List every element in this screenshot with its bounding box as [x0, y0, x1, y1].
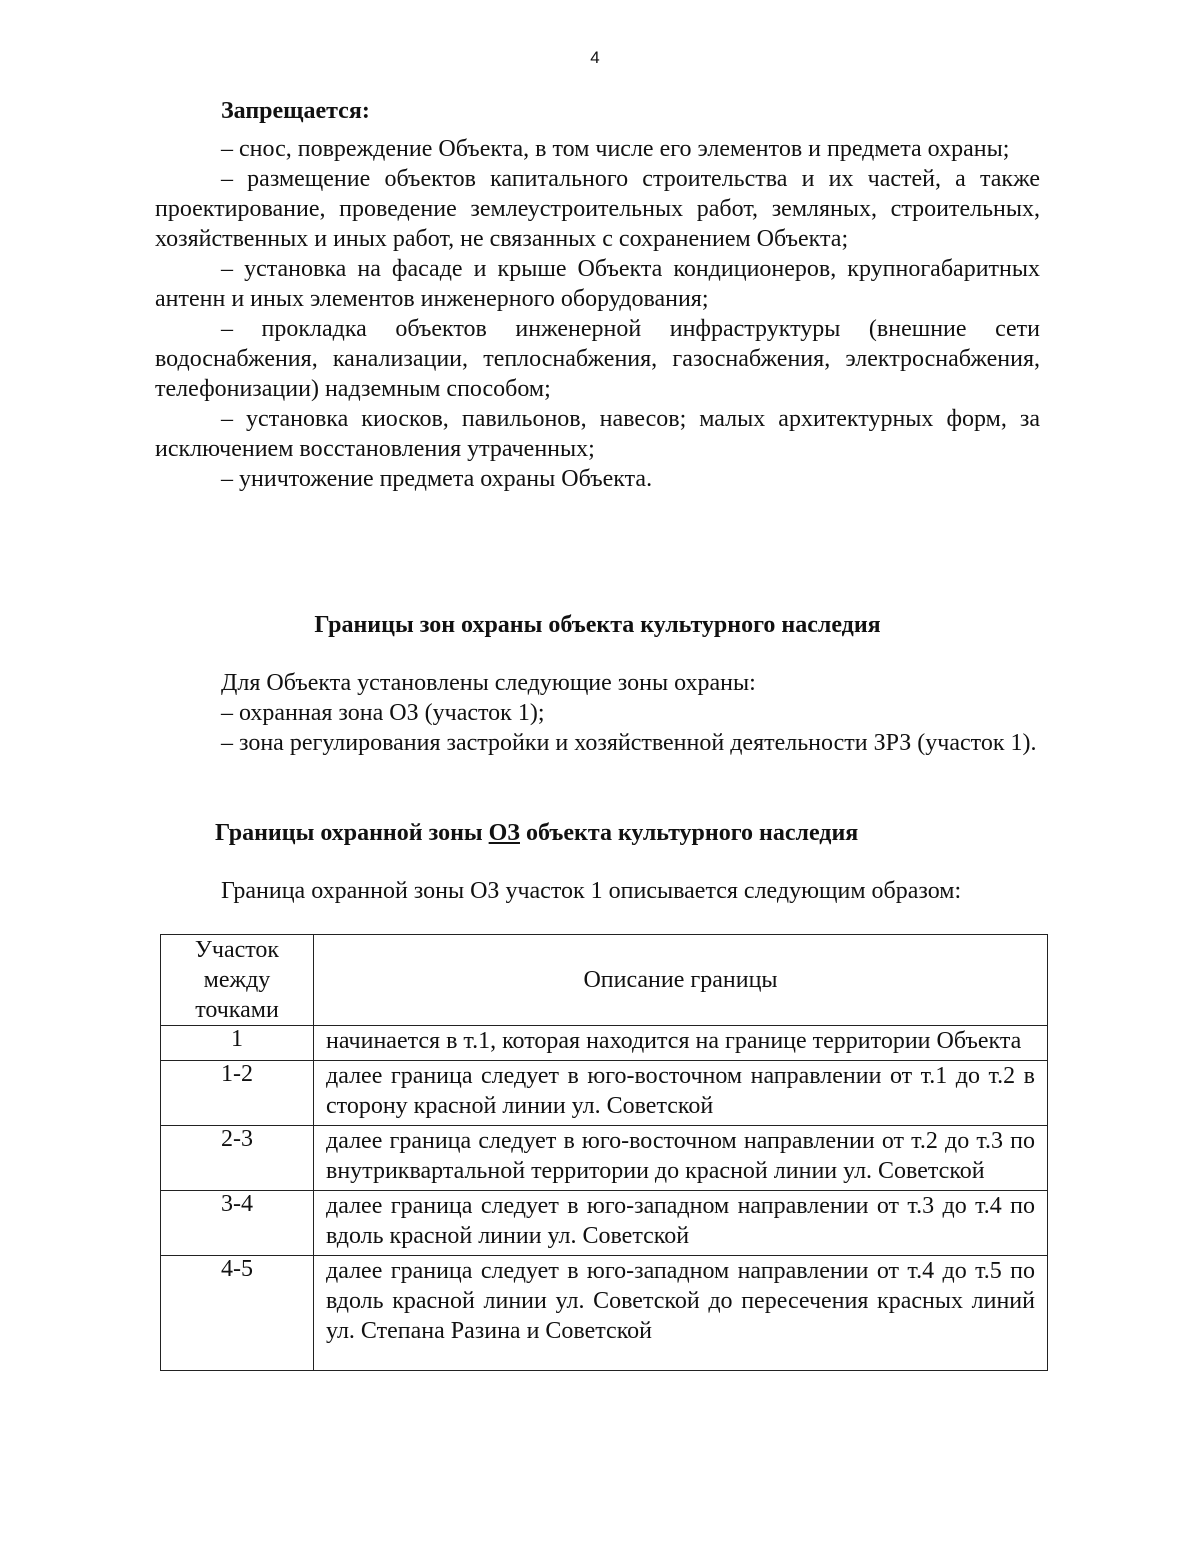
description-cell: далее граница следует в юго-западном направлении от т.3 до т.4 по вдоль красной линии ул. Советской — [314, 1191, 1048, 1256]
description-cell: далее граница следует в юго-восточном направлении от т.1 до т.2 в сторону красной линии ул. Советской — [314, 1061, 1048, 1126]
oz-title-underlined: ОЗ — [488, 820, 520, 846]
oz-title-after: объекта культурного наследия — [519, 820, 859, 846]
list-item: – установка киосков, павильонов, навесов; малых архитектурных форм, за исключением восстановления утраченных; — [155, 406, 1040, 462]
segment-cell: 3-4 — [161, 1191, 314, 1256]
boundary-table — [160, 934, 1048, 1371]
segment-cell: 2-3 — [161, 1126, 314, 1191]
list-item: – прокладка объектов инженерной инфраструктуры (внешние сети водоснабжения, канализации, теплоснабжения, газоснабжения, электроснабжения, телефонизации) надземным способом; — [155, 316, 1040, 402]
table-row — [161, 1126, 1048, 1191]
description-cell: далее граница следует в юго-восточном направлении от т.2 до т.3 по внутриквартальной территории до красной линии ул. Советской — [314, 1126, 1048, 1191]
segment-cell: 4-5 — [161, 1256, 314, 1371]
description-cell: далее граница следует в юго-западном направлении от т.4 до т.5 по вдоль красной линии ул. Советской до пересечения красных линий ул. Степана Разина и Советской — [314, 1256, 1048, 1371]
header-description: Описание границы — [314, 935, 1048, 1026]
zones-intro: Для Объекта установлены следующие зоны охраны: — [221, 670, 756, 696]
list-item: – установка на фасаде и крыше Объекта кондиционеров, крупногабаритных антенн и иных элементов инженерного оборудования; — [155, 256, 1040, 312]
oz-title-before: Границы охранной зоны — [215, 820, 489, 846]
description-cell: начинается в т.1, которая находится на границе территории Объекта — [314, 1026, 1048, 1061]
list-item: – снос, повреждение Объекта, в том числе его элементов и предмета охраны; — [221, 136, 1010, 162]
page-number: 4 — [590, 48, 600, 67]
oz-intro: Граница охранной зоны ОЗ участок 1 описывается следующим образом: — [221, 878, 962, 904]
table-header-row — [161, 935, 1048, 1026]
list-item: – размещение объектов капитального строительства и их частей, а также проектирование, проведение землеустроительных работ, земляных, строительных, хозяйственных и иных работ, не связанных с сохранением Объекта; — [155, 166, 1040, 252]
list-item: – охранная зона ОЗ (участок 1); — [221, 700, 545, 726]
list-item: – зона регулирования застройки и хозяйственной деятельности ЗРЗ (участок 1). — [221, 730, 1037, 756]
header-segment: Участок между точками — [161, 935, 314, 1026]
zones-list — [155, 668, 1040, 758]
list-item: – уничтожение предмета охраны Объекта. — [221, 466, 653, 492]
table-row — [161, 1061, 1048, 1126]
table-row — [161, 1256, 1048, 1371]
segment-cell: 1-2 — [161, 1061, 314, 1126]
segment-cell: 1 — [161, 1026, 314, 1061]
forbidden-heading: Запрещается: — [221, 98, 370, 124]
forbidden-list — [155, 134, 1040, 494]
zones-section-title: Границы зон охраны объекта культурного наследия — [314, 612, 881, 638]
oz-section-title — [215, 818, 1040, 848]
table-row — [161, 1026, 1048, 1061]
table-row — [161, 1191, 1048, 1256]
